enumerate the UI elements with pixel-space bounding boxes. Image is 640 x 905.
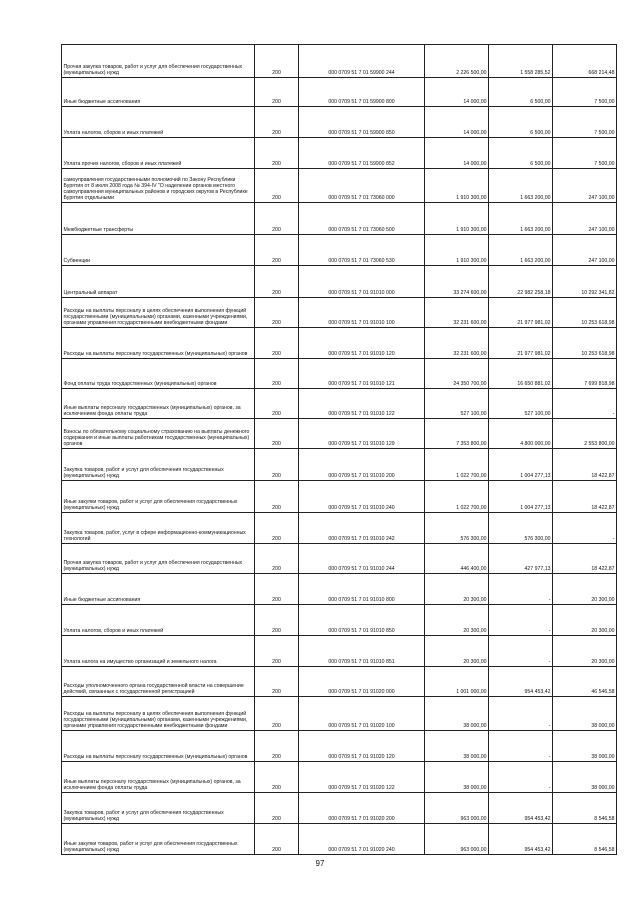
row-budget-code: 000 0709 51 7 01 91020 120 bbox=[299, 731, 425, 762]
row-approved: 38 000,00 bbox=[425, 762, 489, 793]
row-executed: 1 663 200,00 bbox=[489, 235, 553, 266]
row-line-code: 200 bbox=[255, 359, 299, 389]
row-name: Иные закупки товаров, работ и услуг для обеспечения государственных (муниципальных) нужд bbox=[62, 824, 255, 855]
row-approved: 32 231 600,00 bbox=[425, 298, 489, 328]
table-row bbox=[62, 107, 617, 138]
row-name: Прочая закупка товаров, работ и услуг для обеспечения государственных (муниципальных) нужд bbox=[62, 544, 255, 574]
table-row bbox=[62, 667, 617, 697]
row-approved: 1 910 300,00 bbox=[425, 203, 489, 235]
row-budget-code: 000 0709 51 7 01 91010 000 bbox=[299, 266, 425, 298]
table-row bbox=[62, 78, 617, 107]
row-line-code: 200 bbox=[255, 298, 299, 328]
row-name: Иные бюджетные ассигнования bbox=[62, 574, 255, 605]
row-approved: 2 226 500,00 bbox=[425, 45, 489, 78]
row-name: Закупка товаров, работ и услуг для обеспечения государственных (муниципальных) нужд bbox=[62, 793, 255, 824]
row-line-code: 200 bbox=[255, 419, 299, 449]
budget-table-page bbox=[61, 44, 615, 855]
table-row bbox=[62, 203, 617, 235]
row-executed: 1 004 277,13 bbox=[489, 481, 553, 513]
row-name: Уплата прочих налогов, сборов и иных платежей bbox=[62, 138, 255, 169]
row-executed: 1 663 200,00 bbox=[489, 203, 553, 235]
row-budget-code: 000 0709 51 7 01 91020 000 bbox=[299, 667, 425, 697]
row-executed: 16 650 881,02 bbox=[489, 359, 553, 389]
row-budget-code: 000 0709 51 7 01 59900 852 bbox=[299, 138, 425, 169]
table-row bbox=[62, 45, 617, 78]
row-budget-code: 000 0709 51 7 01 59900 800 bbox=[299, 78, 425, 107]
row-unexecuted: 7 500,00 bbox=[553, 107, 617, 138]
row-budget-code: 000 0709 51 7 01 91010 100 bbox=[299, 298, 425, 328]
row-executed: 21 977 981,02 bbox=[489, 328, 553, 359]
row-line-code: 200 bbox=[255, 636, 299, 667]
row-approved: 527 100,00 bbox=[425, 389, 489, 419]
row-line-code: 200 bbox=[255, 513, 299, 544]
row-budget-code: 000 0709 51 7 01 73060 530 bbox=[299, 235, 425, 266]
row-name: Расходы уполномоченного органа государственной власти на совершение действий, связанных с государственной регистрацией bbox=[62, 667, 255, 697]
table-row bbox=[62, 824, 617, 855]
row-budget-code: 000 0709 51 7 01 91020 100 bbox=[299, 697, 425, 731]
table-row bbox=[62, 359, 617, 389]
budget-execution-table bbox=[61, 44, 617, 855]
table-row bbox=[62, 266, 617, 298]
row-line-code: 200 bbox=[255, 824, 299, 855]
row-executed: 527 100,00 bbox=[489, 389, 553, 419]
row-name: Иные бюджетные ассигнования bbox=[62, 78, 255, 107]
row-line-code: 200 bbox=[255, 235, 299, 266]
row-executed: 6 500,00 bbox=[489, 78, 553, 107]
row-name: Иные выплаты персоналу государственных (муниципальных) органов, за исключением фонда оплаты труда bbox=[62, 389, 255, 419]
row-budget-code: 000 0709 51 7 01 91010 800 bbox=[299, 574, 425, 605]
row-executed: 1 004 277,13 bbox=[489, 449, 553, 481]
row-line-code: 200 bbox=[255, 574, 299, 605]
row-line-code: 200 bbox=[255, 667, 299, 697]
row-budget-code: 000 0709 51 7 01 91020 122 bbox=[299, 762, 425, 793]
row-executed: 22 982 258,18 bbox=[489, 266, 553, 298]
row-unexecuted: 668 214,48 bbox=[553, 45, 617, 78]
table-row bbox=[62, 636, 617, 667]
row-name: Прочая закупка товаров, работ и услуг для обеспечения государственных (муниципальных) нужд bbox=[62, 45, 255, 78]
row-executed: - bbox=[489, 762, 553, 793]
row-budget-code: 000 0709 51 7 01 91020 240 bbox=[299, 824, 425, 855]
row-budget-code: 000 0709 51 7 01 91010 122 bbox=[299, 389, 425, 419]
row-unexecuted: 247 100,00 bbox=[553, 235, 617, 266]
row-line-code: 200 bbox=[255, 45, 299, 78]
row-line-code: 200 bbox=[255, 78, 299, 107]
row-line-code: 200 bbox=[255, 266, 299, 298]
table-row bbox=[62, 481, 617, 513]
table-row bbox=[62, 235, 617, 266]
row-budget-code: 000 0709 51 7 01 91010 851 bbox=[299, 636, 425, 667]
row-approved: 20 300,00 bbox=[425, 636, 489, 667]
row-line-code: 200 bbox=[255, 389, 299, 419]
row-unexecuted: 247 100,00 bbox=[553, 169, 617, 203]
row-line-code: 200 bbox=[255, 138, 299, 169]
row-approved: 38 000,00 bbox=[425, 731, 489, 762]
row-unexecuted: 38 000,00 bbox=[553, 697, 617, 731]
row-unexecuted: 8 546,58 bbox=[553, 793, 617, 824]
table-row bbox=[62, 574, 617, 605]
row-executed: - bbox=[489, 697, 553, 731]
row-budget-code: 000 0709 51 7 01 91020 200 bbox=[299, 793, 425, 824]
row-name: Центральный аппарат bbox=[62, 266, 255, 298]
row-budget-code: 000 0709 51 7 01 73060 000 bbox=[299, 169, 425, 203]
row-unexecuted: 18 422,87 bbox=[553, 481, 617, 513]
row-approved: 1 022 700,00 bbox=[425, 481, 489, 513]
row-executed: 1 663 200,00 bbox=[489, 169, 553, 203]
row-line-code: 200 bbox=[255, 169, 299, 203]
row-name: Расходы на выплаты персоналу государственных (муниципальных) органов bbox=[62, 731, 255, 762]
row-name: Расходы на выплаты персоналу в целях обеспечения выполнения функций государственными (муниципальными) органами, казенными учреждениями, органами управления государственными внебюджетными фондами bbox=[62, 298, 255, 328]
row-approved: 20 300,00 bbox=[425, 574, 489, 605]
table-row bbox=[62, 762, 617, 793]
row-unexecuted: - bbox=[553, 389, 617, 419]
row-name: Уплата налогов, сборов и иных платежей bbox=[62, 107, 255, 138]
row-approved: 24 350 700,00 bbox=[425, 359, 489, 389]
table-row bbox=[62, 169, 617, 203]
row-executed: 6 500,00 bbox=[489, 138, 553, 169]
page-number: 97 bbox=[315, 859, 325, 868]
row-name: Фонд оплаты труда государственных (муниципальных) органов bbox=[62, 359, 255, 389]
row-unexecuted: 7 699 818,98 bbox=[553, 359, 617, 389]
row-approved: 963 000,00 bbox=[425, 824, 489, 855]
row-line-code: 200 bbox=[255, 328, 299, 359]
row-name: Закупка товаров, работ и услуг для обеспечения государственных (муниципальных) нужд bbox=[62, 449, 255, 481]
row-executed: - bbox=[489, 605, 553, 636]
row-name: Уплата налогов, сборов и иных платежей bbox=[62, 605, 255, 636]
row-executed: 1 558 285,52 bbox=[489, 45, 553, 78]
row-budget-code: 000 0709 51 7 01 91010 120 bbox=[299, 328, 425, 359]
table-row bbox=[62, 697, 617, 731]
row-name: Расходы на выплаты персоналу в целях обеспечения выполнения функций государственными (муниципальными) органами, казенными учреждениями, органами управления государственными внебюджетными фондами bbox=[62, 697, 255, 731]
row-approved: 7 353 800,00 bbox=[425, 419, 489, 449]
row-unexecuted: 10 292 341,82 bbox=[553, 266, 617, 298]
row-executed: - bbox=[489, 731, 553, 762]
row-budget-code: 000 0709 51 7 01 91010 244 bbox=[299, 544, 425, 574]
row-unexecuted: 20 300,00 bbox=[553, 605, 617, 636]
row-budget-code: 000 0709 51 7 01 91010 240 bbox=[299, 481, 425, 513]
row-unexecuted: 10 253 618,98 bbox=[553, 298, 617, 328]
row-approved: 14 000,00 bbox=[425, 107, 489, 138]
row-name: Иные закупки товаров, работ и услуг для обеспечения государственных (муниципальных) нужд bbox=[62, 481, 255, 513]
row-executed: 427 977,13 bbox=[489, 544, 553, 574]
row-executed: 21 977 981,02 bbox=[489, 298, 553, 328]
row-unexecuted: 18 422,87 bbox=[553, 544, 617, 574]
row-approved: 20 300,00 bbox=[425, 605, 489, 636]
row-approved: 1 001 000,00 bbox=[425, 667, 489, 697]
row-executed: - bbox=[489, 574, 553, 605]
row-unexecuted: 7 500,00 bbox=[553, 78, 617, 107]
row-line-code: 200 bbox=[255, 605, 299, 636]
table-body bbox=[62, 45, 617, 855]
row-budget-code: 000 0709 51 7 01 91010 200 bbox=[299, 449, 425, 481]
row-unexecuted: 20 300,00 bbox=[553, 574, 617, 605]
row-name: Субвенции bbox=[62, 235, 255, 266]
row-name: Расходы на выплаты персоналу государственных (муниципальных) органов bbox=[62, 328, 255, 359]
row-approved: 14 000,00 bbox=[425, 78, 489, 107]
row-unexecuted: 20 300,00 bbox=[553, 636, 617, 667]
row-unexecuted: 38 000,00 bbox=[553, 762, 617, 793]
row-approved: 38 000,00 bbox=[425, 697, 489, 731]
row-budget-code: 000 0709 51 7 01 59900 850 bbox=[299, 107, 425, 138]
row-name: Межбюджетные трансферты bbox=[62, 203, 255, 235]
table-row bbox=[62, 793, 617, 824]
row-executed: 6 500,00 bbox=[489, 107, 553, 138]
row-executed: 954 453,42 bbox=[489, 824, 553, 855]
row-unexecuted: - bbox=[553, 513, 617, 544]
table-row bbox=[62, 419, 617, 449]
table-row bbox=[62, 544, 617, 574]
row-unexecuted: 8 546,58 bbox=[553, 824, 617, 855]
row-approved: 33 274 600,00 bbox=[425, 266, 489, 298]
row-line-code: 200 bbox=[255, 107, 299, 138]
row-executed: 4 800 000,00 bbox=[489, 419, 553, 449]
row-line-code: 200 bbox=[255, 697, 299, 731]
row-executed: 576 300,00 bbox=[489, 513, 553, 544]
row-budget-code: 000 0709 51 7 01 59900 244 bbox=[299, 45, 425, 78]
row-approved: 576 300,00 bbox=[425, 513, 489, 544]
row-approved: 1 910 300,00 bbox=[425, 235, 489, 266]
table-row bbox=[62, 328, 617, 359]
row-name: самоуправления государственными полномочий по Закону Республики Бурятия от 8 июля 2008 года № 394-IV "О наделении органов местного самоуправления муниципальных районов и городских округов в Республике Бурятия отдельными bbox=[62, 169, 255, 203]
row-name: Уплата налога на имущество организаций и земельного налога bbox=[62, 636, 255, 667]
row-line-code: 200 bbox=[255, 731, 299, 762]
row-line-code: 200 bbox=[255, 793, 299, 824]
row-approved: 1 910 300,00 bbox=[425, 169, 489, 203]
row-name: Закупка товаров, работ, услуг в сфере информационно-коммуникационных технологий bbox=[62, 513, 255, 544]
row-name: Иные выплаты персоналу государственных (муниципальных) органов, за исключением фонда оплаты труда bbox=[62, 762, 255, 793]
row-approved: 14 000,00 bbox=[425, 138, 489, 169]
table-row bbox=[62, 513, 617, 544]
table-row bbox=[62, 731, 617, 762]
row-executed: 954 453,42 bbox=[489, 793, 553, 824]
table-row bbox=[62, 389, 617, 419]
row-approved: 446 400,00 bbox=[425, 544, 489, 574]
row-unexecuted: 10 253 618,98 bbox=[553, 328, 617, 359]
row-unexecuted: 38 000,00 bbox=[553, 731, 617, 762]
row-budget-code: 000 0709 51 7 01 91010 242 bbox=[299, 513, 425, 544]
row-budget-code: 000 0709 51 7 01 91010 850 bbox=[299, 605, 425, 636]
table-row bbox=[62, 298, 617, 328]
row-line-code: 200 bbox=[255, 481, 299, 513]
row-executed: 954 453,42 bbox=[489, 667, 553, 697]
row-line-code: 200 bbox=[255, 203, 299, 235]
row-name: Взносы по обязательному социальному страхованию на выплаты денежного содержания и иные выплаты работникам государственных (муниципальных) органов bbox=[62, 419, 255, 449]
row-line-code: 200 bbox=[255, 544, 299, 574]
row-line-code: 200 bbox=[255, 762, 299, 793]
table-row bbox=[62, 449, 617, 481]
row-approved: 963 000,00 bbox=[425, 793, 489, 824]
table-row bbox=[62, 605, 617, 636]
row-approved: 32 231 600,00 bbox=[425, 328, 489, 359]
row-executed: - bbox=[489, 636, 553, 667]
row-unexecuted: 7 500,00 bbox=[553, 138, 617, 169]
row-unexecuted: 2 553 800,00 bbox=[553, 419, 617, 449]
row-budget-code: 000 0709 51 7 01 91010 129 bbox=[299, 419, 425, 449]
row-unexecuted: 46 546,58 bbox=[553, 667, 617, 697]
row-approved: 1 022 700,00 bbox=[425, 449, 489, 481]
row-line-code: 200 bbox=[255, 449, 299, 481]
row-unexecuted: 18 422,87 bbox=[553, 449, 617, 481]
row-unexecuted: 247 100,00 bbox=[553, 203, 617, 235]
table-row bbox=[62, 138, 617, 169]
row-budget-code: 000 0709 51 7 01 91010 121 bbox=[299, 359, 425, 389]
row-budget-code: 000 0709 51 7 01 73060 500 bbox=[299, 203, 425, 235]
